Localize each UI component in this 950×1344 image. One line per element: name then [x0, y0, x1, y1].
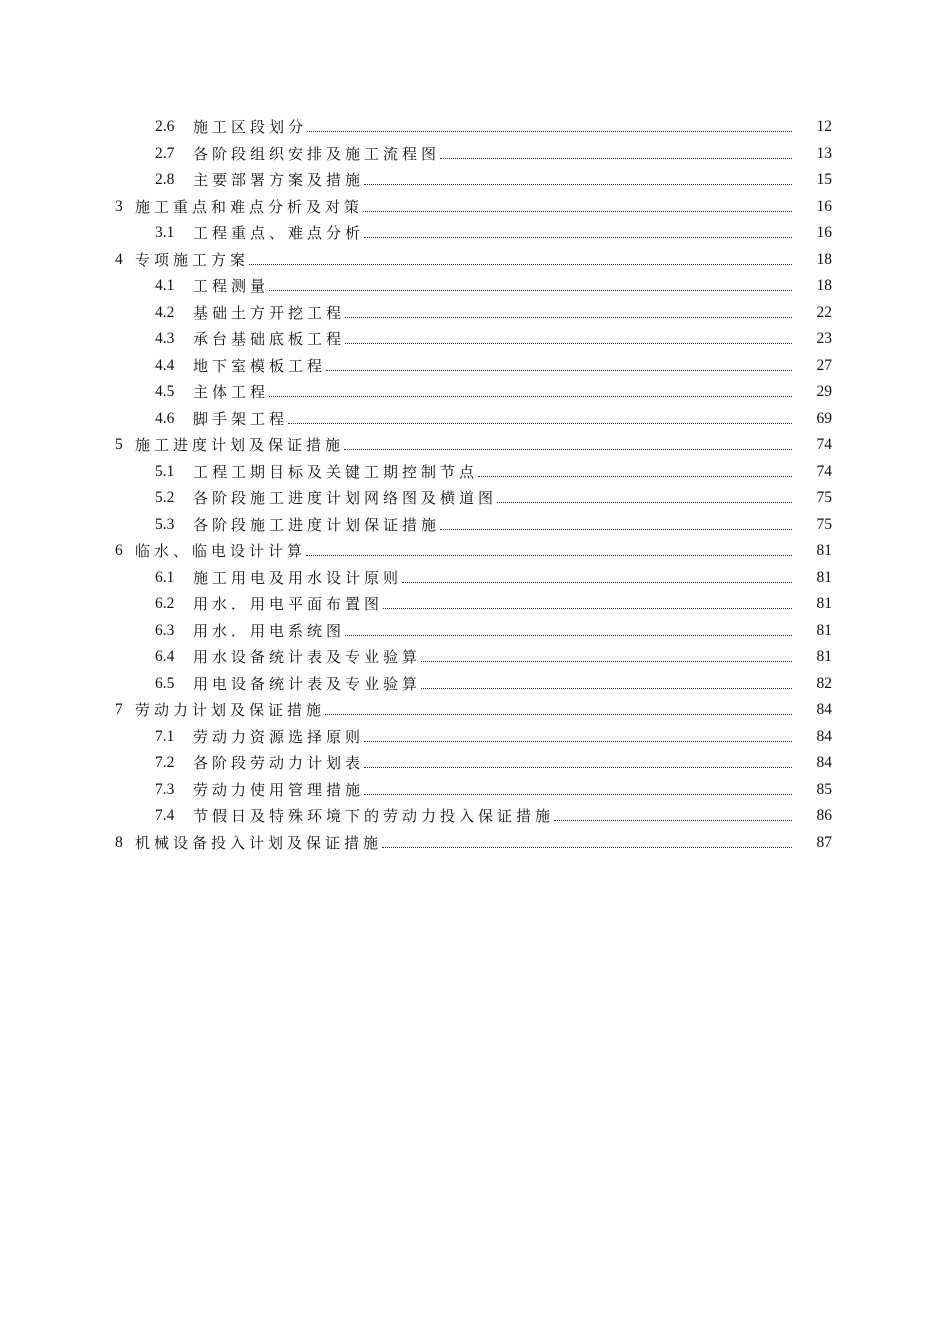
toc-entry-page-number: 74	[816, 436, 832, 453]
toc-entry-page-number: 69	[816, 409, 832, 427]
dot-leader	[288, 422, 792, 424]
toc-entry-line	[155, 777, 832, 804]
dot-leader	[249, 263, 792, 265]
toc-section-entry[interactable]	[0, 141, 950, 168]
toc-entry-number: 2.8	[155, 171, 175, 188]
toc-section-entry[interactable]	[0, 565, 950, 592]
toc-section-entry[interactable]	[0, 353, 950, 380]
toc-entry-line	[155, 273, 832, 300]
toc-entry-page-number: 23	[816, 330, 832, 347]
toc-chapter-entry[interactable]	[0, 538, 950, 565]
dot-leader	[382, 846, 792, 848]
toc-section-entry[interactable]	[0, 724, 950, 751]
toc-entry-line	[115, 247, 832, 274]
toc-section-entry[interactable]	[0, 379, 950, 406]
toc-entry-page-number: 27	[816, 356, 832, 374]
toc-entry-number: 6.3	[155, 621, 175, 639]
toc-entry-number: 6.1	[155, 568, 175, 586]
toc-entry-number: 4.2	[155, 303, 175, 321]
dot-leader	[269, 395, 792, 397]
toc-entry-line	[115, 697, 832, 724]
toc-entry-line	[155, 644, 832, 671]
toc-entry-number: 7.3	[155, 780, 175, 798]
toc-entry-line	[155, 379, 832, 406]
toc-entry-page-number: 85	[816, 780, 832, 798]
dot-leader	[307, 130, 792, 132]
toc-entry-title: 工程测量	[193, 277, 270, 295]
toc-entry-page-number: 29	[816, 383, 832, 400]
toc-entry-page-number: 87	[816, 833, 832, 851]
toc-entry-title: 各阶段组织安排及施工流程图	[193, 144, 441, 163]
toc-entry-title: 各阶段施工进度计划保证措施	[193, 515, 441, 534]
toc-section-entry[interactable]	[0, 644, 950, 671]
toc-entry-number: 4.6	[155, 409, 175, 427]
toc-entry-title: 劳动力计划及保证措施	[135, 701, 326, 719]
dot-leader	[421, 660, 792, 662]
toc-entry-page-number: 22	[816, 303, 832, 321]
toc-entry-number: 6.4	[155, 648, 175, 665]
toc-entry-title: 施工用电及用水设计原则	[193, 568, 403, 587]
toc-entry-page-number: 84	[816, 727, 832, 745]
toc-entry-title: 主体工程	[193, 383, 270, 401]
toc-chapter-entry[interactable]	[0, 247, 950, 274]
toc-section-entry[interactable]	[0, 220, 950, 247]
toc-entry-line	[115, 538, 832, 565]
toc-section-entry[interactable]	[0, 459, 950, 486]
toc-entry-line	[155, 618, 832, 645]
toc-entry-number: 7.4	[155, 807, 175, 824]
toc-entry-line	[115, 194, 832, 221]
toc-section-entry[interactable]	[0, 803, 950, 830]
toc-entry-number: 5.1	[155, 462, 175, 480]
toc-entry-line	[155, 141, 832, 168]
dot-leader	[421, 687, 792, 689]
toc-entry-line	[155, 591, 832, 618]
toc-entry-number: 6.5	[155, 674, 175, 692]
toc-section-entry[interactable]	[0, 114, 950, 141]
table-of-contents	[0, 114, 950, 856]
toc-entry-number: 4.3	[155, 330, 175, 347]
toc-entry-page-number: 74	[816, 462, 832, 480]
toc-chapter-entry[interactable]	[0, 432, 950, 459]
dot-leader	[345, 342, 792, 344]
toc-entry-page-number: 81	[816, 595, 832, 612]
dot-leader	[402, 581, 792, 583]
toc-entry-page-number: 81	[816, 542, 832, 559]
toc-entry-number: 7.2	[155, 754, 175, 771]
toc-entry-line	[155, 724, 832, 751]
toc-entry-number: 4.4	[155, 356, 175, 374]
toc-entry-line	[155, 326, 832, 353]
toc-entry-number: 5	[115, 436, 123, 453]
toc-entry-title: 用水设备统计表及专业验算	[193, 648, 422, 666]
toc-section-entry[interactable]	[0, 167, 950, 194]
toc-entry-title: 劳动力资源选择原则	[193, 727, 365, 746]
dot-leader	[345, 316, 792, 318]
toc-entry-page-number: 84	[816, 754, 832, 771]
toc-entry-page-number: 75	[816, 489, 832, 506]
toc-entry-number: 3.1	[155, 224, 175, 241]
toc-entry-page-number: 75	[816, 515, 832, 533]
toc-entry-page-number: 82	[816, 674, 832, 692]
toc-entry-page-number: 86	[816, 807, 832, 824]
toc-entry-line	[155, 406, 832, 433]
toc-section-entry[interactable]	[0, 750, 950, 777]
toc-chapter-entry[interactable]	[0, 697, 950, 724]
toc-entry-line	[155, 565, 832, 592]
toc-section-entry[interactable]	[0, 671, 950, 698]
toc-entry-title: 施工区段划分	[193, 118, 308, 136]
toc-entry-number: 8	[115, 833, 123, 851]
dot-leader	[554, 819, 792, 821]
toc-entry-number: 6.2	[155, 595, 175, 612]
toc-entry-title: 劳动力使用管理措施	[193, 780, 365, 799]
dot-leader	[269, 289, 792, 291]
toc-entry-number: 4.5	[155, 383, 175, 400]
toc-section-entry[interactable]	[0, 591, 950, 618]
toc-entry-number: 3	[115, 197, 123, 215]
toc-entry-number: 2.7	[155, 144, 175, 162]
toc-section-entry[interactable]	[0, 326, 950, 353]
dot-leader	[363, 210, 792, 212]
dot-leader	[497, 501, 792, 503]
toc-entry-line	[155, 353, 832, 380]
toc-section-entry[interactable]	[0, 406, 950, 433]
toc-section-entry[interactable]	[0, 777, 950, 804]
toc-chapter-entry[interactable]	[0, 194, 950, 221]
dot-leader	[364, 740, 792, 742]
dot-leader	[344, 448, 792, 450]
toc-entry-number: 7.1	[155, 727, 175, 745]
toc-entry-title: 基础土方开挖工程	[193, 303, 346, 322]
dot-leader	[440, 157, 792, 159]
toc-entry-page-number: 81	[816, 621, 832, 639]
toc-entry-page-number: 81	[816, 568, 832, 586]
toc-entry-title: 用电设备统计表及专业验算	[193, 674, 422, 693]
toc-entry-title: 主要部署方案及措施	[193, 171, 365, 189]
toc-entry-line	[115, 432, 832, 459]
toc-section-entry[interactable]	[0, 485, 950, 512]
toc-entry-page-number: 81	[816, 648, 832, 665]
dot-leader	[364, 236, 792, 238]
dot-leader	[478, 475, 792, 477]
toc-entry-title: 临水、临电设计计算	[135, 542, 307, 560]
toc-entry-line	[155, 671, 832, 698]
toc-entry-line	[115, 830, 832, 857]
toc-entry-title: 施工重点和难点分析及对策	[135, 197, 364, 216]
toc-entry-title: 工程工期目标及关键工期控制节点	[193, 462, 479, 481]
dot-leader	[364, 766, 792, 768]
toc-entry-number: 5.2	[155, 489, 175, 506]
toc-entry-line	[155, 750, 832, 777]
toc-entry-title: 用水．用电平面布置图	[193, 595, 384, 613]
toc-entry-number: 7	[115, 701, 123, 718]
toc-entry-page-number: 12	[816, 118, 832, 135]
toc-entry-number: 4	[115, 250, 123, 268]
toc-entry-title: 脚手架工程	[193, 409, 289, 428]
toc-entry-line	[155, 114, 832, 141]
toc-entry-page-number: 16	[816, 197, 832, 215]
toc-chapter-entry[interactable]	[0, 830, 950, 857]
toc-entry-line	[155, 220, 832, 247]
dot-leader	[326, 369, 792, 371]
toc-entry-page-number: 84	[816, 701, 832, 718]
dot-leader	[383, 607, 792, 609]
toc-section-entry[interactable]	[0, 512, 950, 539]
dot-leader	[364, 183, 792, 185]
toc-entry-title: 各阶段劳动力计划表	[193, 754, 365, 772]
dot-leader	[306, 554, 792, 556]
toc-entry-number: 5.3	[155, 515, 175, 533]
toc-entry-page-number: 18	[816, 250, 832, 268]
toc-entry-title: 专项施工方案	[135, 250, 250, 269]
toc-entry-title: 节假日及特殊环境下的劳动力投入保证措施	[193, 807, 555, 825]
toc-entry-page-number: 18	[816, 277, 832, 294]
dot-leader	[440, 528, 792, 530]
toc-entry-page-number: 16	[816, 224, 832, 241]
toc-entry-title: 承台基础底板工程	[193, 330, 346, 348]
toc-entry-line	[155, 300, 832, 327]
toc-entry-number: 4.1	[155, 277, 175, 294]
toc-entry-title: 工程重点、难点分析	[193, 224, 365, 242]
toc-entry-page-number: 15	[816, 171, 832, 188]
dot-leader	[325, 713, 792, 715]
toc-entry-title: 各阶段施工进度计划网络图及横道图	[193, 489, 498, 507]
toc-entry-line	[155, 485, 832, 512]
toc-entry-title: 地下室模板工程	[193, 356, 327, 375]
toc-entry-page-number: 13	[816, 144, 832, 162]
dot-leader	[345, 634, 792, 636]
toc-entry-line	[155, 167, 832, 194]
toc-entry-line	[155, 512, 832, 539]
toc-entry-line	[155, 803, 832, 830]
toc-section-entry[interactable]	[0, 273, 950, 300]
dot-leader	[364, 793, 792, 795]
toc-section-entry[interactable]	[0, 618, 950, 645]
toc-entry-title: 施工进度计划及保证措施	[135, 436, 345, 454]
toc-entry-line	[155, 459, 832, 486]
toc-entry-number: 6	[115, 542, 123, 559]
toc-entry-title: 用水．用电系统图	[193, 621, 346, 640]
toc-entry-title: 机械设备投入计划及保证措施	[135, 833, 383, 852]
toc-entry-number: 2.6	[155, 118, 175, 135]
toc-section-entry[interactable]	[0, 300, 950, 327]
